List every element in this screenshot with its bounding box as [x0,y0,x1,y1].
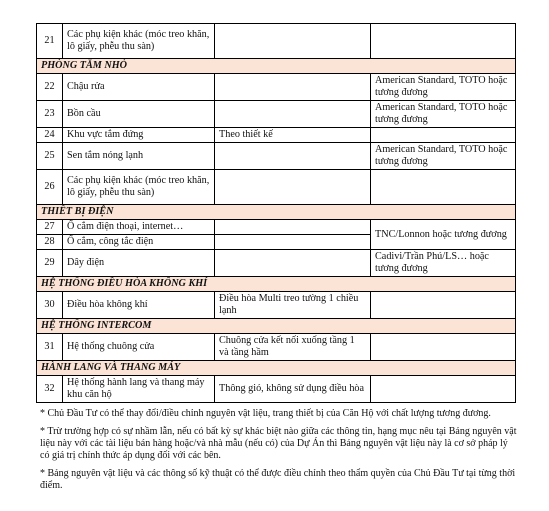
item-name: Sen tắm nóng lạnh [63,143,215,170]
row-number: 22 [37,74,63,101]
item-name: Dây điện [63,250,215,277]
item-spec [215,170,371,205]
item-name: Bồn cầu [63,101,215,128]
row-number: 31 [37,334,63,361]
section-header [37,361,516,376]
item-spec [215,235,371,250]
table-row [37,128,516,143]
item-spec [215,250,371,277]
item-name: Các phụ kiện khác (móc treo khăn, lô giấy, phễu thu sàn) [63,24,215,59]
item-brand [371,334,516,361]
section-title: HÀNH LANG VÀ THANG MÁY [37,361,516,376]
row-number: 28 [37,235,63,250]
item-brand: American Standard, TOTO hoặc tương đương [371,143,516,170]
row-number: 30 [37,292,63,319]
item-name: Hệ thống chuông cửa [63,334,215,361]
section-title: PHÒNG TẮM NHỎ [37,59,516,74]
item-spec [215,101,371,128]
item-spec: Chuông cửa kết nối xuống tầng 1 và tầng hầm [215,334,371,361]
section-header [37,319,516,334]
section-title: HỆ THỐNG ĐIỀU HÒA KHÔNG KHÍ [37,277,516,292]
item-name: Hệ thống hành lang và thang máy khu căn hộ [63,376,215,403]
table-row [37,334,516,361]
row-number: 21 [37,24,63,59]
item-brand [371,24,516,59]
item-spec: Theo thiết kế [215,128,371,143]
section-header [37,59,516,74]
section-header [37,205,516,220]
table-row [37,74,516,101]
item-brand: Cadivi/Trần Phú/LS… hoặc tương đương [371,250,516,277]
item-spec [215,74,371,101]
table-row [37,250,516,277]
item-brand [371,170,516,205]
table-row [37,220,516,235]
section-header [37,277,516,292]
table-row [37,292,516,319]
table-row [37,24,516,59]
item-spec: Thông gió, không sử dụng điều hòa [215,376,371,403]
item-brand: TNC/Lonnon hoặc tương đương [371,220,516,250]
row-number: 29 [37,250,63,277]
item-name: Khu vực tắm đứng [63,128,215,143]
item-spec [215,24,371,59]
item-name: Ổ cắm điện thoại, internet… [63,220,215,235]
table-row [37,101,516,128]
row-number: 27 [37,220,63,235]
section-title: HỆ THỐNG INTERCOM [37,319,516,334]
row-number: 26 [37,170,63,205]
table-row [37,376,516,403]
item-name: Điều hòa không khí [63,292,215,319]
item-name: Chậu rửa [63,74,215,101]
footnote: * Chủ Đầu Tư có thể thay đổi/điều chỉnh nguyên vật liệu, trang thiết bị của Căn Hộ với chất lượng tương đương. [40,408,491,419]
materials-table [36,23,516,403]
item-brand [371,292,516,319]
item-brand [371,128,516,143]
row-number: 25 [37,143,63,170]
footnote: * Bảng nguyên vật liệu và các thông số kỹ thuật có thể được điều chỉnh theo thẩm quyền của Chủ Đầu Tư tại từng thời điểm. [40,468,516,491]
footnote: * Trừ trường hợp có sự nhầm lẫn, nếu có bất kỳ sự khác biệt nào giữa các thông tin, hạng mục nêu tại Bảng nguyên vật liệu này với các tài liệu bán hàng hoặc/và nhà mẫu (nếu có) của Dự Án thì Bảng nguyên vật liệu này là cơ sở pháp lý có giá trị chính thức áp dụng đối với các bên. [40,426,517,461]
item-brand [371,376,516,403]
row-number: 24 [37,128,63,143]
row-number: 23 [37,101,63,128]
item-name: Các phụ kiện khác (móc treo khăn, lô giấy, phễu thu sàn) [63,170,215,205]
item-spec [215,220,371,235]
table-row [37,170,516,205]
section-title: THIẾT BỊ ĐIỆN [37,205,516,220]
footnotes [40,408,518,498]
item-spec: Điều hòa Multi treo tường 1 chiều lạnh [215,292,371,319]
table-row [37,143,516,170]
item-name: Ổ cắm, công tắc điện [63,235,215,250]
row-number: 32 [37,376,63,403]
item-brand: American Standard, TOTO hoặc tương đương [371,101,516,128]
item-brand: American Standard, TOTO hoặc tương đương [371,74,516,101]
item-spec [215,143,371,170]
